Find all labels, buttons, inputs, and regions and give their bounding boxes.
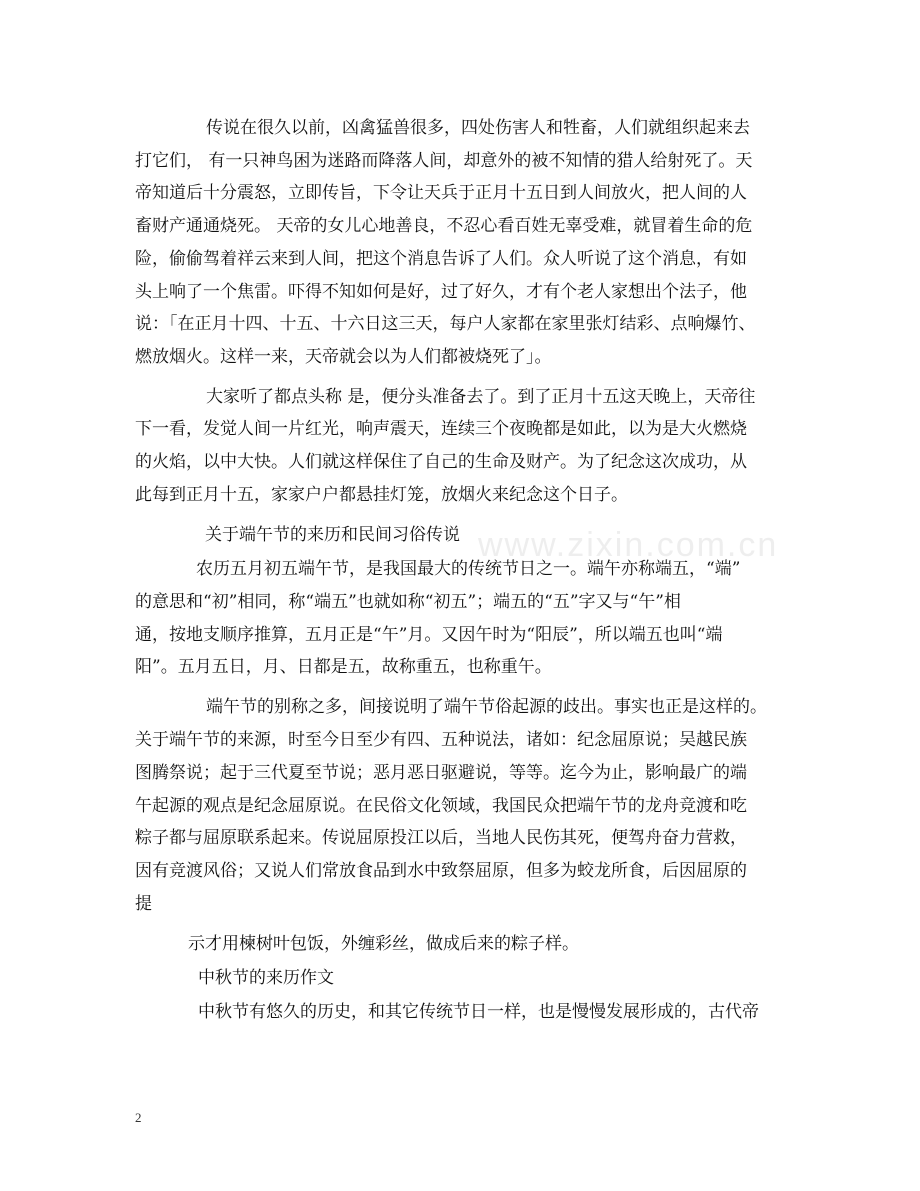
text-line: 图腾祭说；起于三代夏至节说；恶月恶日驱避说，等等。迄今为止，影响最广的端 <box>135 763 747 783</box>
text-line: 下一看，发觉人间一片红光，响声震天，连续三个夜晚都是如此，以为是大火燃烧 <box>135 419 747 439</box>
text-line: 农历五月初五端午节，是我国最大的传统节日之一。端午亦称端五，“端” <box>196 559 741 579</box>
text-line: 提 <box>135 894 152 914</box>
text-line: 畜财产通通烧死。 天帝的女儿心地善良，不忍心看百姓无辜受难，就冒着生命的危 <box>135 216 753 236</box>
text-line: 端午节的别称之多，间接说明了端午节俗起源的歧出。事实也正是这样的。 <box>206 697 767 717</box>
text-line: 此每到正月十五，家家户户都悬挂灯笼，放烟火来纪念这个日子。 <box>135 485 628 505</box>
section-heading: 中秋节的来历作文 <box>198 968 334 988</box>
text-line: 因有竞渡风俗；又说人们常放食品到水中致祭屈原，但多为蛟龙所食，后因屈原的 <box>135 861 747 881</box>
text-line: 打它们， 有一只神鸟困为迷路而降落人间，却意外的被不知情的猎人给射死了。天 <box>135 151 753 171</box>
text-line: 的意思和“初”相同，称“端五”也就如称“初五”；端五的“五”字又与“午”相 <box>135 592 681 612</box>
text-line: 头上响了一个焦雷。吓得不知如何是好，过了好久，才有个老人家想出个法子，他 <box>135 282 747 302</box>
text-line: 的火焰，以中大快。人们就这样保住了自己的生命及财产。为了纪念这次成功，从 <box>135 452 747 472</box>
page-number: 2 <box>135 1110 142 1125</box>
watermark: www.zixin.com.cn <box>478 526 779 564</box>
text-line: 关于端午节的来源，时至今日至少有四、五种说法，诸如：纪念屈原说；吴越民族 <box>135 730 747 750</box>
text-line: 通，按地支顺序推算，五月正是“午”月。又因午时为“阳辰”，所以端五也叫“端 <box>135 625 723 645</box>
text-line: 大家听了都点头称 是，便分头准备去了。到了正月十五这天晚上，天帝往 <box>206 387 756 407</box>
text-line: 示才用楝树叶包饭，外缠彩丝，做成后来的粽子样。 <box>188 934 579 954</box>
text-line: 燃放烟火。这样一来，天帝就会以为人们都被烧死了」。 <box>135 347 552 367</box>
text-line: 粽子都与屈原联系起来。传说屈原投江以后，当地人民伤其死，便驾舟奋力营救， <box>135 828 747 848</box>
text-line: 午起源的观点是纪念屈原说。在民俗文化领域，我国民众把端午节的龙舟竞渡和吃 <box>135 796 747 816</box>
text-line: 传说在很久以前，凶禽猛兽很多，四处伤害人和牲畜，人们就组织起来去 <box>206 118 750 138</box>
section-heading: 关于端午节的来历和民间习俗传说 <box>205 525 460 545</box>
text-line: 帝知道后十分震怒，立即传旨，下令让天兵于正月十五日到人间放火，把人间的人 <box>135 183 747 203</box>
text-line: 中秋节有悠久的历史，和其它传统节日一样，也是慢慢发展形成的，古代帝 <box>198 1002 759 1022</box>
text-line: 说：「在正月十四、十五、十六日这三天，每户人家都在家里张灯结彩、点响爆竹、 <box>135 314 756 334</box>
text-line: 险，偷偷驾着祥云来到人间，把这个消息告诉了人们。众人听说了这个消息，有如 <box>135 249 747 269</box>
text-line: 阳”。五月五日，月、日都是五，故称重五，也称重午。 <box>135 657 552 677</box>
